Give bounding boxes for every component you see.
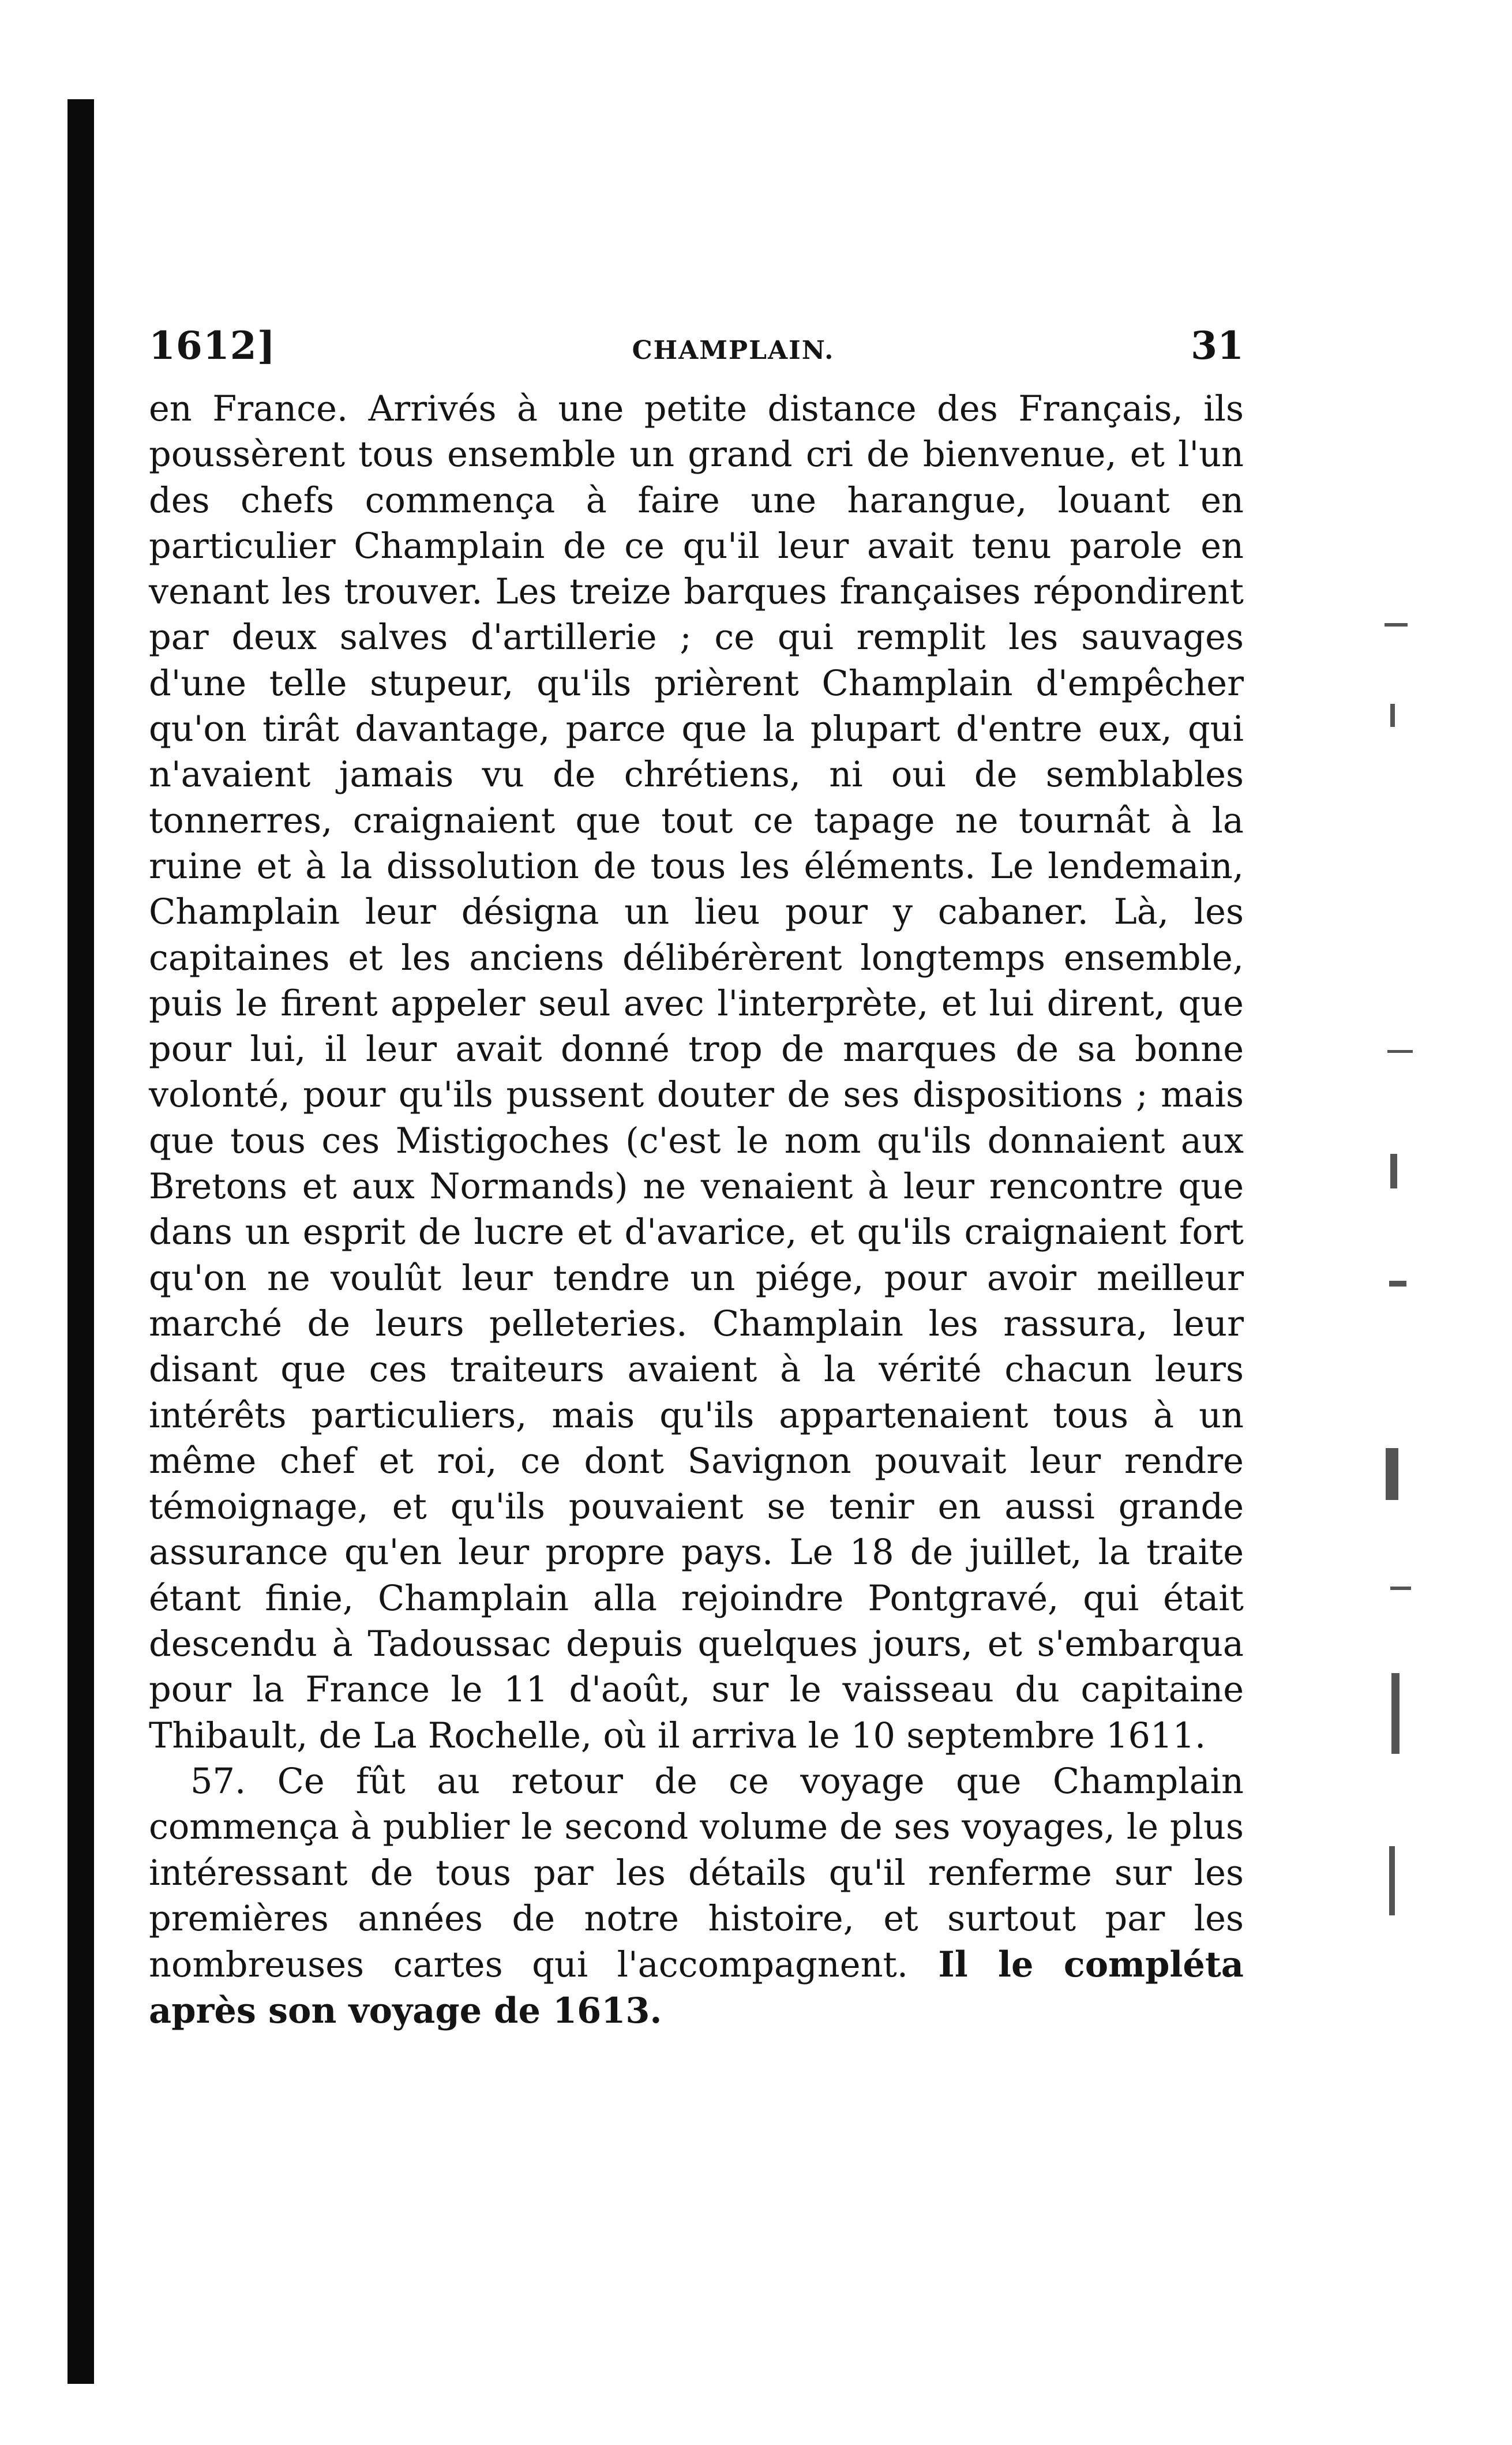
running-head-title: CHAMPLAIN.: [632, 336, 835, 365]
scan-gutter-shadow: [67, 99, 94, 2384]
paragraph-57: [149, 1759, 1244, 2035]
body-text: [149, 387, 1244, 2035]
running-head: [149, 323, 1244, 387]
scan-edge-noise: [1373, 288, 1419, 2019]
paragraph-57-text: 57. Ce fût au retour de ce voyage que Champlain commença à publier le second volume de ses voyages, le plus intéressant de tous par les détails qu'il renferme sur les premières années de notre histoire, et surtout par les nombreuses cartes qui l'accompagnent.: [149, 1761, 1244, 1986]
paragraph-continuation: en France. Arrivés à une petite distance des Français, ils poussèrent tous ensemble un grand cri de bienvenue, et l'un des chefs commença à faire une harangue, louant en particulier Champlain de ce qu'il leur avait tenu parole en venant les trouver. Les treize barques françaises répondirent par deux salves d'artillerie ; ce qui remplit les sauvages d'une telle stupeur, qu'ils prièrent Champlain d'empêcher qu'on tirât davantage, parce que la plupart d'entre eux, qui n'avaient jamais vu de chrétiens, ni oui de semblables tonnerres, craignaient que tout ce tapage ne tournât à la ruine et à la dissolution de tous les éléments. Le lendemain, Champlain leur désigna un lieu pour y cabaner. Là, les capitaines et les anciens délibérèrent longtemps ensemble, puis le firent appeler seul avec l'interprète, et lui dirent, que pour lui, il leur avait donné trop de marques de sa bonne volonté, pour qu'ils pussent douter de ses dispositions ; mais que tous ces Mistigoches (c'est le nom qu'ils donnaient aux Bretons et aux Normands) ne venaient à leur rencontre que dans un esprit de lucre et d'avarice, et qu'ils craignaient fort qu'on ne voulût leur tendre un piége, pour avoir meilleur marché de leurs pelleteries. Champlain les rassura, leur disant que ces traiteurs avaient à la vérité chacun leurs intérêts particuliers, mais qu'ils appartenaient tous à un même chef et roi, ce dont Savignon pouvait leur rendre témoignage, et qu'ils pouvaient se tenir en aussi grande assurance qu'en leur propre pays. Le 18 de juillet, la traite étant finie, Champlain alla rejoindre Pontgravé, qui était descendu à Tadoussac depuis quelques jours, et s'embarqua pour la France le 11 d'août, sur le vaisseau du capitaine Thibault, de La Rochelle, où il arriva le 10 septembre 1611.: [149, 389, 1244, 1756]
paragraph-57-bold-tail: Il le compléta après son voyage de 1613.: [149, 1944, 1244, 2032]
running-head-year: 1612]: [149, 323, 276, 368]
book-page: [149, 323, 1244, 2035]
page-number: 31: [1191, 323, 1244, 368]
